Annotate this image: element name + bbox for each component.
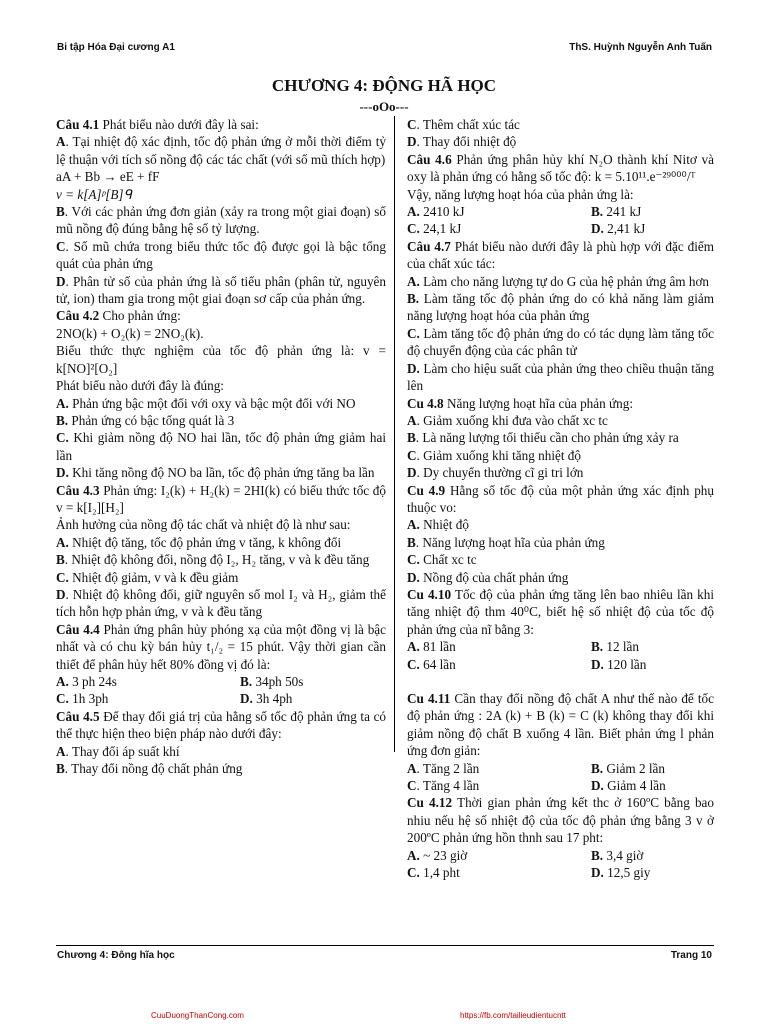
option-label: C. [56, 691, 69, 707]
answer-options-row [407, 760, 714, 777]
paragraph [56, 342, 386, 377]
text: Cho phản ứng: [99, 308, 181, 324]
option-label: B [56, 204, 65, 220]
paragraph [56, 464, 386, 481]
option-label: C. [407, 325, 420, 341]
text: Phản ứng: I₂(k) + H₂(k) = 2HI(k) có biểu thức tốc độ v = k[I₂][H₂] [56, 482, 386, 515]
option-label: B. [591, 760, 604, 776]
text: . Năng lượng hoạt hĩa của phản ứng [415, 534, 605, 550]
question-number: Câu 4.3 [56, 482, 100, 498]
option-text: 81 lần [419, 639, 456, 655]
option-label: C. [407, 656, 420, 672]
paragraph [56, 586, 386, 621]
header-left: Bi tập Hóa Đại cương A1 [57, 42, 175, 53]
question-number: Câu 4.4 [56, 621, 100, 637]
question [407, 794, 714, 846]
paragraph [407, 429, 714, 446]
paragraph [407, 325, 714, 360]
question-number: Câu 4.6 [407, 151, 452, 167]
option-label: A. [407, 517, 420, 533]
option-label: B [407, 534, 416, 550]
paragraph [407, 412, 714, 429]
question [407, 238, 714, 273]
question [407, 482, 714, 517]
text: . Phân tử số của phản ứng là số tiểu phân (phân tử, nguyên tử, ion) tham gia trong một giai đoạn sơ cấp của phản ứng. [56, 273, 386, 307]
option-label: B [56, 761, 65, 777]
text: . Nhiệt độ không đổi, giữ nguyên số mol I₂ và H₂, giảm thể tích hỗn hợp phản ứng, v và k đều tăng [56, 586, 386, 620]
option-text: 12,5 giy [603, 865, 651, 881]
chapter-title: CHƯƠNG 4: ĐỘNG HÃ HỌC [271, 76, 497, 95]
answer-option [407, 656, 591, 673]
formula [56, 186, 386, 203]
question-number: Cu 4.8 [407, 395, 444, 411]
option-label: A [56, 743, 66, 759]
answer-option [591, 847, 714, 864]
option-text: 3,4 giờ [603, 847, 644, 863]
option-text: 120 lần [603, 656, 647, 672]
answer-options-row [407, 847, 714, 864]
option-label: D. [407, 569, 420, 585]
option-label: A [56, 134, 66, 150]
chapter-subtitle: ---oOo--- [359, 99, 409, 114]
text: Chất xc tc [419, 552, 477, 568]
option-label: B. [591, 847, 604, 863]
text: . Với các phản ứng đơn giản (xảy ra trong một giai đoạn) số mũ nồng độ đúng bằng hệ số tỷ lượng. [56, 204, 386, 237]
text: Phát biểu nào dưới đây là đúng: [56, 378, 224, 394]
question [407, 690, 714, 760]
question-number: Cu 4.10 [407, 586, 452, 602]
paragraph [56, 743, 386, 760]
answer-options-row [407, 864, 714, 881]
paragraph [407, 516, 714, 533]
option-label: C [407, 447, 417, 463]
text: Phản ứng phân hủy khí N₂O thành khí Nitơ và oxy là phản ứng có hằng số tốc độ: k = 5.10¹¹.e⁻²⁹⁰⁰⁰/ᵀ [407, 151, 715, 185]
paragraph [56, 429, 386, 464]
answer-options-row [407, 777, 714, 794]
answer-option [591, 864, 714, 881]
answer-option [407, 760, 591, 777]
option-label: D [56, 586, 66, 602]
option-label: D. [407, 360, 420, 376]
text: Ảnh hưởng của nồng độ tác chất và nhiệt độ là như sau: [56, 517, 351, 533]
paragraph [407, 116, 714, 133]
paragraph [407, 360, 714, 395]
option-text: 34ph 50s [252, 674, 304, 689]
text: Phát biểu nào dưới đây là sai: [99, 117, 259, 132]
option-label: C. [56, 569, 69, 585]
paragraph [407, 186, 714, 203]
page-number: Trang 10 [670, 950, 712, 961]
option-label: A. [56, 674, 69, 689]
paragraph [56, 412, 386, 429]
text: Tốc độ của phản ứng tăng lên bao nhiêu lần khi tăng nhiệt độ thm 40⁰C, biết hệ số nhiệt độ của tốc độ phản ứng của nĩ bằng 3: [407, 586, 715, 637]
option-label: C. [407, 221, 420, 237]
text: . Giảm xuống khi tăng nhiệt độ [416, 447, 581, 463]
answer-option [240, 690, 386, 707]
answer-option [591, 203, 714, 220]
text: Làm tăng tốc độ phản ứng do có khả năng làm giảm năng lượng hoạt hóa của phản ứng [407, 291, 714, 324]
paragraph [56, 534, 386, 551]
answer-option [407, 777, 591, 794]
paragraph [56, 203, 386, 238]
question [407, 586, 714, 638]
source-link-left[interactable]: CuuDuongThanCong.com [151, 1011, 244, 1020]
paragraph [56, 516, 386, 533]
right-column [407, 116, 714, 881]
text: 2NO(k) + O₂(k) = 2NO₂(k). [56, 325, 204, 341]
text: . Dy chuyển thường cĩ gi tri lớn [416, 465, 584, 481]
option-label: C. [407, 865, 420, 881]
paragraph [407, 569, 714, 586]
option-label: A [407, 760, 417, 776]
text: Phát biểu nào dưới đây là phù hợp với đặc điểm của chất xúc tác: [407, 238, 714, 272]
option-label: D. [591, 221, 604, 237]
paragraph [407, 551, 714, 568]
text: Khi giảm nồng độ NO hai lần, tốc độ phản ứng giảm hai lần [56, 430, 386, 463]
text: . Số mũ chứa trong biểu thức tốc độ được gọi là bậc tổng quát của phản ứng [56, 238, 386, 272]
paragraph [407, 447, 714, 464]
option-label: D [407, 465, 417, 481]
paragraph [407, 133, 714, 150]
paragraph [407, 464, 714, 481]
paragraph [407, 534, 714, 551]
question [56, 116, 386, 133]
answer-option [240, 673, 386, 690]
text: . Thay đổi nhiệt độ [416, 134, 517, 150]
answer-options-row [56, 690, 386, 707]
answer-option [591, 220, 714, 237]
footer-rule [56, 945, 714, 946]
text: Phản ứng bậc một đối với oxy và bậc một đối với NO [68, 395, 356, 411]
text: . Thêm chất xúc tác [416, 117, 520, 132]
answer-option [407, 220, 591, 237]
option-label: A. [407, 639, 420, 655]
text: Cần thay đổi nồng độ chất A như thế nào để tốc độ phản ứng : 2A (k) + B (k) = C (k) không thay đổi khi giảm nồng độ chất B xuống 4 lần. Biết phản ứng l phản ứng đơn giản: [407, 691, 714, 759]
paragraph [56, 238, 386, 273]
header-right: ThS. Huỳnh Nguyễn Anh Tuấn [569, 42, 712, 53]
paragraph [56, 133, 386, 168]
text: Vậy, năng lượng hoạt hóa của phản ứng là: [407, 186, 634, 202]
source-link-right[interactable]: https://fb.com/tailieudientucntt [460, 1011, 566, 1020]
option-text: . Tăng 2 lần [416, 760, 480, 776]
option-label: C [407, 117, 417, 132]
answer-option [56, 673, 240, 690]
paragraph [56, 395, 386, 412]
option-text: . Tăng 4 lần [416, 778, 480, 794]
text: Nhiệt độ tăng, tốc độ phản ứng v tăng, k không đổi [68, 534, 342, 550]
option-text: 241 kJ [603, 204, 642, 220]
footer-left: Chương 4: Đông hĩa học [57, 950, 175, 961]
option-label: A. [407, 847, 420, 863]
question [407, 151, 714, 186]
text: . Giảm xuống khi đưa vào chất xc tc [416, 412, 608, 428]
option-label: A. [56, 395, 69, 411]
question-number: Câu 4.7 [407, 238, 451, 254]
answer-options-row [407, 656, 714, 673]
answer-option [591, 656, 714, 673]
text: Làm cho hiệu suất của phản ứng theo chiều thuận tăng lên [407, 360, 714, 394]
answer-options-row [407, 220, 714, 237]
option-text: 2,41 kJ [603, 221, 646, 237]
text: Hằng số tốc độ của một phản ứng xác định phụ thuộc vo: [407, 482, 714, 515]
text: Nhiệt độ [419, 517, 469, 533]
option-label: B. [240, 674, 253, 689]
option-label: A. [56, 534, 69, 550]
paragraph [56, 760, 386, 777]
option-label: B [407, 430, 416, 446]
paragraph [407, 290, 714, 325]
text: Làm tăng tốc độ phản ứng do có tác dụng làm tăng tốc độ chuyển động của các phân tử [407, 325, 714, 359]
answer-option [591, 638, 714, 655]
text: aA + Bb → eE + fF [56, 169, 160, 185]
spacer [407, 673, 714, 690]
answer-option [591, 760, 714, 777]
option-label: B. [591, 639, 604, 655]
text: Để thay đổi giá trị của hằng số tốc độ phản ứng ta có thể thực hiện theo biện pháp nào dưới đây: [56, 708, 387, 742]
question [56, 708, 386, 743]
option-text: 1,4 pht [419, 865, 460, 881]
text: . Tại nhiệt độ xác định, tốc độ phản ứng ở mỗi thời điểm tỷ lệ thuận với tích số nồng độ các tác chất (với số mũ thích hợp) [56, 134, 386, 167]
paragraph [56, 377, 386, 394]
question-number: Cu 4.9 [407, 482, 446, 498]
question-number: Câu 4.2 [56, 308, 100, 324]
option-label: D. [591, 865, 604, 881]
option-text: 2410 kJ [419, 204, 465, 220]
answer-options-row [407, 638, 714, 655]
text: . Thay đổi nồng độ chất phản ứng [64, 761, 243, 777]
option-label: D. [591, 656, 604, 672]
option-label: D [56, 273, 66, 289]
option-text: 3h 4ph [252, 691, 293, 707]
left-column [56, 116, 386, 777]
option-label: B. [56, 412, 69, 428]
answer-option [407, 638, 591, 655]
text: Nồng độ của chất phản ứng [419, 569, 569, 585]
option-label: D [407, 134, 417, 150]
text: Nhiệt độ giảm, v và k đều giảm [68, 569, 239, 585]
option-text: Giảm 2 lần [603, 760, 665, 776]
text: Khi tăng nồng độ NO ba lần, tốc độ phản ứng tăng ba lần [68, 465, 375, 481]
question [407, 395, 714, 412]
question-number: Cu 4.11 [407, 691, 451, 706]
option-text: 3 ph 24s [68, 674, 117, 689]
paragraph [56, 273, 386, 308]
option-label: D. [56, 465, 69, 481]
text: . Thay đổi áp suất khí [65, 743, 180, 759]
question [56, 307, 386, 324]
answer-option [407, 203, 591, 220]
option-label: B. [591, 204, 604, 220]
question [56, 621, 386, 673]
question-number: Câu 4.5 [56, 708, 100, 724]
answer-option [407, 847, 591, 864]
option-text: 64 lần [419, 656, 456, 672]
option-label: A. [407, 273, 420, 289]
option-text: 24,1 kJ [419, 221, 462, 237]
option-text: 1h 3ph [68, 691, 109, 707]
option-text: ~ 23 giờ [419, 847, 468, 863]
option-text: 12 lần [603, 639, 639, 655]
option-label: D. [240, 691, 253, 707]
option-label: C [56, 238, 66, 254]
text: v = k[A]ᵖ[B]ᑫ [56, 186, 132, 202]
answer-options-row [56, 673, 386, 690]
option-label: C [407, 778, 417, 794]
paragraph [56, 569, 386, 586]
text: Làm cho năng lượng tự do G của hệ phản ứng âm hơn [419, 273, 710, 289]
option-text: Giảm 4 lần [603, 778, 666, 794]
paragraph [407, 273, 714, 290]
text: Năng lượng hoạt hĩa của phản ứng: [443, 395, 634, 411]
paragraph [56, 168, 386, 185]
option-label: A [407, 412, 417, 428]
question-number: Câu 4.1 [56, 117, 100, 132]
answer-option [591, 777, 714, 794]
question [56, 482, 386, 517]
answer-option [407, 864, 591, 881]
text: Thời gian phản ứng kết thc ở 160ºC bằng bao nhiu nếu hệ số nhiệt độ của tốc độ phản ứng bằng 3 v ở 200ºC phản ứng hồn thnh sau 17 pht: [407, 795, 715, 846]
text: Phản ứng có bậc tổng quát là 3 [68, 412, 235, 428]
option-label: B. [407, 291, 420, 307]
option-label: D. [591, 778, 604, 794]
text: Biểu thức thực nghiệm của tốc độ phản ứng là: v = k[NO]²[O₂] [56, 343, 386, 376]
text: . Nhiệt độ không đổi, nồng độ I₂, H₂ tăng, v và k đều tăng [64, 552, 370, 568]
option-label: C. [407, 552, 420, 568]
text: Phản ứng phân hủy phóng xạ của một đồng vị là bậc nhất và có chu kỳ bán hủy t₁/₂ = 15 phút. Vậy thời gian cần thiết để phân hủy hết 80% đồng vị đó là: [56, 621, 387, 672]
question-number: Cu 4.12 [407, 795, 453, 811]
answer-options-row [407, 203, 714, 220]
option-label: B [56, 552, 65, 568]
column-divider [394, 116, 395, 752]
option-label: C. [56, 430, 69, 446]
option-label: A. [407, 204, 420, 220]
answer-option [56, 690, 240, 707]
text: . Là năng lượng tối thiểu cần cho phản ứng xảy ra [415, 430, 679, 446]
paragraph [56, 551, 386, 568]
paragraph [56, 325, 386, 342]
